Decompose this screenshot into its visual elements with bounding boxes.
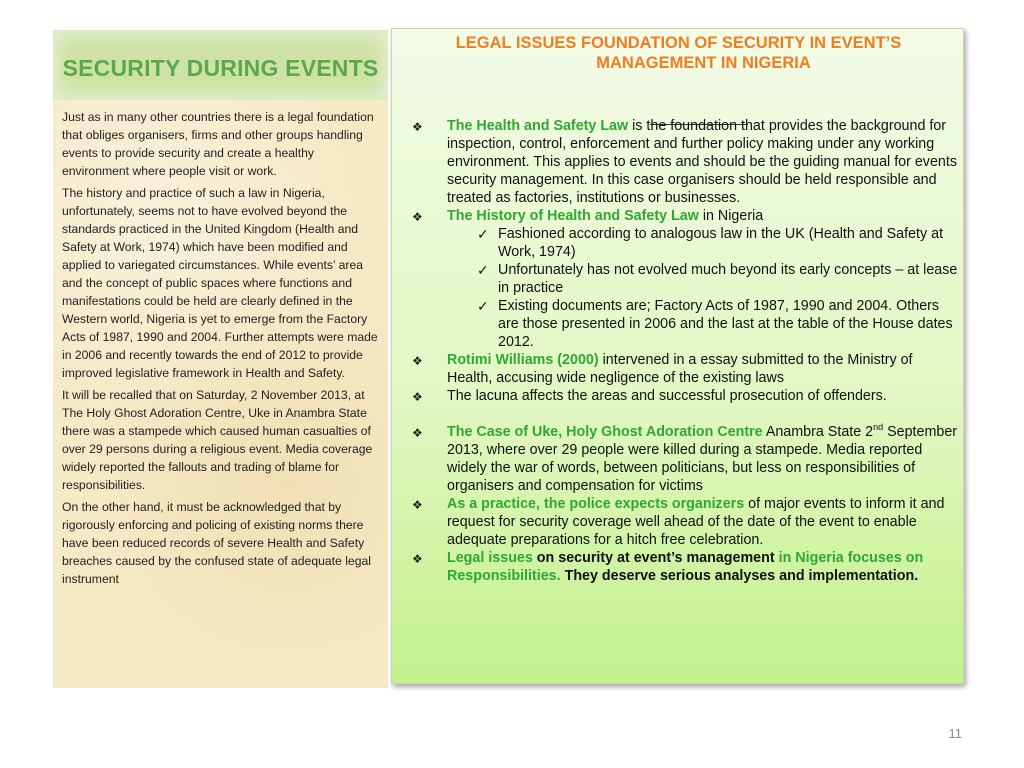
diamond-bullet-icon: ❖ [412,210,423,224]
left-title: SECURITY DURING EVENTS [62,54,379,81]
list-item-uke-case: ❖ The Case of Uke, Holy Ghost Adoration Centre Anambra State 2nd September 2013, where over 29 people were killed during a stampede. Media reported widely the war of words, between politicians, but less on responsibilities of organisers and compensation for victims [412,422,958,494]
diamond-bullet-icon: ❖ [412,426,423,440]
sub-item: ✓ Unfortunately has not evolved much beyond its early concepts – at lease in practice [477,262,958,296]
diamond-bullet-icon: ❖ [412,390,423,404]
list-item-legal-issues: ❖ Legal issues on security at event’s management in Nigeria focuses on Responsibilities. They deserve serious analyses and implementation. [412,550,924,584]
checkmark-icon: ✓ [477,262,489,278]
left-paragraph-2: The history and practice of such a law in Nigeria, unfortunately, seems not to have evolved beyond the standards practiced in the United Kingdom (Health and Safety at Work, 1974) which have been modified and applied to variegated circumstances. While events’ area and the concept of public spaces where functions and manifestations could be held are clearly defined in the Western world, Nigeria is yet to emerge from the Factory Acts of 1987, 1990 and 2004. Further attempts were made in 2006 and recently towards the end of 2012 to provide improved legislative framework in Health and Safety. [62,186,378,380]
list-item-lacuna: ❖ The lacuna affects the areas and successful prosecution of offenders. [412,388,887,404]
left-paragraph-4: On the other hand, it must be acknowledged that by rigorously enforcing and policing of existing norms there have been reduced records of severe Health and Safety breaches caused by the confused state of adequate legal instrument [62,500,371,586]
bullet-list [410,117,958,585]
list-item-health-safety-law: ❖ The Health and Safety Law is the foundation that provides the background for inspection, control, enforcement and further policy making under any working environment. This applies to events and should be the guiding manual for events security management. In this case organisers should be held responsible and treated as factories, institutions or businesses. [412,118,957,206]
diamond-bullet-icon: ❖ [412,354,423,368]
checkmark-icon: ✓ [477,226,489,242]
left-paragraph-3: It will be recalled that on Saturday, 2 November 2013, at The Holy Ghost Adoration Centre, Uke in Anambra State there was a stampede which caused human casualties of over 29 persons during a religious event. Media coverage widely reported the fallouts and trading of blame for responsibilities. [62,388,373,492]
list-item-police-practice: ❖ As a practice, the police expects organizers of major events to inform it and request for security coverage well ahead of the date of the event to enable adequate preparations for a hitch free celebration. [412,496,945,548]
diamond-bullet-icon: ❖ [412,498,423,512]
left-title-box [53,30,388,100]
left-paragraph-1: Just as in many other countries there is a legal foundation that obliges organisers, firms and other groups handling events to provide security and create a healthy environment where people visit or work. [62,110,374,178]
page-number: 11 [948,726,962,741]
right-title-line1: LEGAL ISSUES FOUNDATION OF SECURITY IN EVENT’S [455,34,902,52]
right-content-panel [391,28,964,684]
sub-item: ✓ Existing documents are; Factory Acts of 1987, 1990 and 2004. Others are those presented in 2006 and the last at the table of the House dates 2012. [477,298,953,350]
list-item-rotimi-williams: ❖ Rotimi Williams (2000) intervened in a essay submitted to the Ministry of Health, accusing wide negligence of the existing laws [412,352,913,386]
left-text-panel [53,100,388,688]
right-title [392,33,965,73]
list-item-history: ❖ The History of Health and Safety Law in Nigeria [412,208,764,224]
diamond-bullet-icon: ❖ [412,120,423,134]
diamond-bullet-icon: ❖ [412,552,423,566]
sub-item: ✓ Fashioned according to analogous law in the UK (Health and Safety at Work, 1974) [477,226,944,260]
checkmark-icon: ✓ [477,298,489,314]
right-title-line2: MANAGEMENT IN NIGERIA [596,54,811,72]
